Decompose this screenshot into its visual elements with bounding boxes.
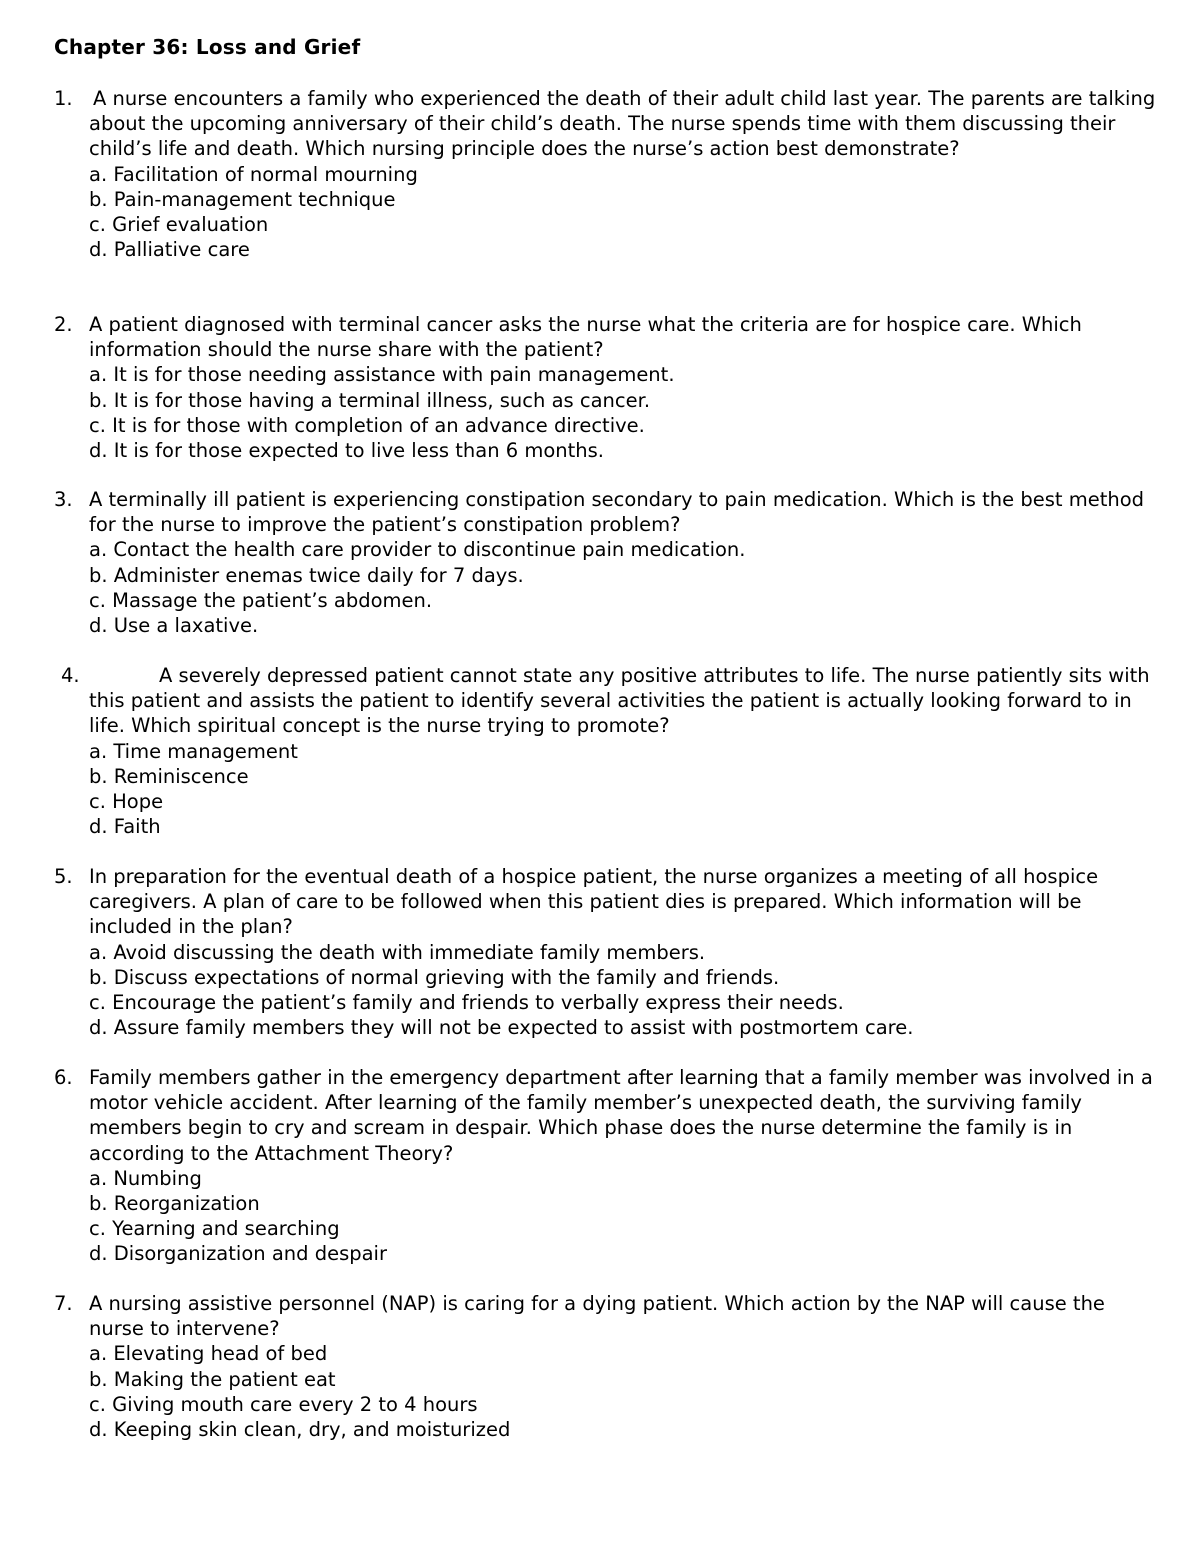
answer-option-a: a. It is for those needing assistance with pain management. [89, 363, 675, 387]
answer-option-d: d. Disorganization and despair [89, 1242, 387, 1266]
answer-option-c: c. Massage the patient’s abdomen. [89, 588, 433, 612]
question-stem: A nursing assistive personnel (NAP) is caring for a dying patient. Which action by the NAP will cause the nurse to intervene? [89, 1292, 1105, 1341]
answer-option-b: b. Reorganization [89, 1192, 260, 1216]
question-stem: Family members gather in the emergency department after learning that a family member was involved in a motor vehicle accident. After learning of the family member’s unexpected death, the surviving family members begin to cry and scream in despair. Which phase does the nurse determine the family is in according to the Attachment Theory? [89, 1066, 1153, 1165]
answer-option-b: b. It is for those having a terminal illness, such as cancer. [89, 388, 651, 412]
question-number: 1. [54, 87, 73, 110]
answer-option-c: c. Encourage the patient’s family and friends to verbally express their needs. [89, 991, 844, 1015]
answer-option-d: d. Faith [89, 815, 161, 839]
answer-option-a: a. Time management [89, 739, 298, 763]
answer-option-b: b. Making the patient eat [89, 1367, 336, 1391]
answer-option-a: a. Avoid discussing the death with immediate family members. [89, 940, 706, 964]
question-stem: A nurse encounters a family who experienced the death of their adult child last year. The parents are talking about the upcoming anniversary of their child’s death. The nurse spends time with them discussing their child’s life and death. Which nursing principle does the nurse’s action best demonstrate? [89, 87, 1156, 161]
answer-options [89, 362, 1164, 463]
question-5 [0, 864, 1200, 1040]
answer-options [89, 940, 1164, 1041]
question-3 [0, 487, 1200, 638]
answer-option-a: a. Contact the health care provider to discontinue pain medication. [89, 538, 746, 562]
question-stem: A patient diagnosed with terminal cancer asks the nurse what the criteria are for hospice care. Which information should the nurse share with the patient? [89, 313, 1082, 362]
question-number: 6. [54, 1066, 73, 1089]
answer-options [89, 1341, 1164, 1442]
question-7 [0, 1291, 1200, 1442]
answer-option-d: d. Use a laxative. [89, 614, 259, 638]
question-stem: A severely depressed patient cannot state any positive attributes to life. The nurse patiently sits with this patient and assists the patient to identify several activities the patient is actually looking forward to in life. Which spiritual concept is the nurse trying to promote? [89, 664, 1150, 738]
answer-option-d: d. Palliative care [89, 238, 250, 262]
answer-option-b: b. Discuss expectations of normal grieving with the family and friends. [89, 965, 780, 989]
question-body [89, 1065, 1164, 1267]
answer-option-d: d. Assure family members they will not be expected to assist with postmortem care. [89, 1016, 914, 1040]
question-number: 4. [61, 664, 80, 687]
question-body [89, 312, 1164, 463]
question-number: 7. [54, 1292, 73, 1315]
question-body [89, 1291, 1164, 1442]
answer-options [89, 537, 1164, 638]
chapter-title: Chapter 36: Loss and Grief [54, 35, 361, 59]
answer-option-a: a. Numbing [89, 1166, 202, 1190]
question-stem: In preparation for the eventual death of a hospice patient, the nurse organizes a meeting of all hospice caregivers. A plan of care to be followed when this patient dies is prepared. Which information will be included in the plan? [89, 865, 1099, 939]
answer-option-c: c. It is for those with completion of an advance directive. [89, 413, 645, 437]
question-body [89, 86, 1164, 262]
question-number: 2. [54, 313, 73, 336]
answer-option-b: b. Administer enemas twice daily for 7 days. [89, 563, 524, 587]
question-body [89, 663, 1164, 839]
answer-option-c: c. Hope [89, 790, 164, 814]
answer-option-a: a. Elevating head of bed [89, 1342, 328, 1366]
question-6 [0, 1065, 1200, 1267]
question-stem: A terminally ill patient is experiencing constipation secondary to pain medication. Which is the best method for the nurse to improve the patient’s constipation problem? [89, 488, 1145, 537]
question-2 [0, 312, 1200, 463]
question-body [89, 864, 1164, 1040]
question-number: 5. [54, 865, 73, 888]
answer-option-c: c. Grief evaluation [89, 213, 269, 237]
question-1 [0, 86, 1200, 262]
question-4 [0, 663, 1200, 839]
answer-option-c: c. Yearning and searching [89, 1217, 340, 1241]
answer-options [89, 162, 1164, 263]
answer-options [89, 1166, 1164, 1267]
answer-option-d: d. Keeping skin clean, dry, and moisturized [89, 1418, 511, 1442]
question-number: 3. [54, 488, 73, 511]
answer-option-a: a. Facilitation of normal mourning [89, 162, 418, 186]
answer-option-b: b. Pain-management technique [89, 187, 396, 211]
question-body [89, 487, 1164, 638]
answer-option-c: c. Giving mouth care every 2 to 4 hours [89, 1392, 478, 1416]
answer-options [89, 739, 1164, 840]
answer-option-b: b. Reminiscence [89, 764, 249, 788]
answer-option-d: d. It is for those expected to live less than 6 months. [89, 439, 604, 463]
